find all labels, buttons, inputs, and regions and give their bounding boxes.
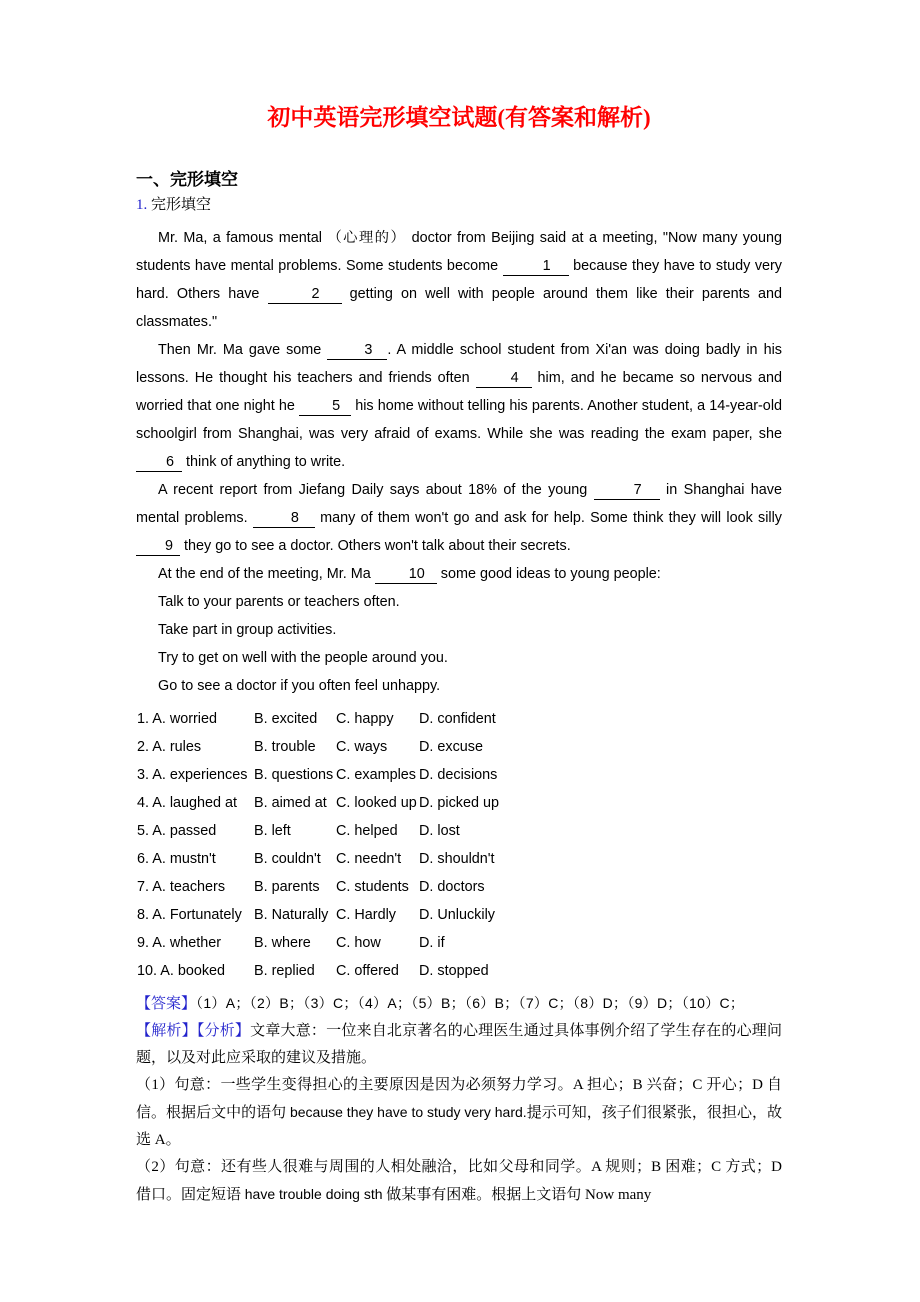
exercise-item-heading — [136, 192, 782, 216]
page-title: 初中英语完形填空试题(有答案和解析) — [267, 105, 651, 130]
advice-line: Talk to your parents or teachers often. — [158, 593, 400, 610]
passage-text: Then Mr. Ma gave some — [158, 341, 322, 358]
option-row — [136, 761, 782, 789]
passage-text: they go to see a doctor. Others won't talk about their secrets. — [184, 537, 571, 554]
passage-paragraph-3 — [136, 476, 782, 560]
option-c[interactable]: C. looked up — [336, 794, 417, 811]
option-a[interactable]: 10. A. booked — [137, 962, 226, 979]
option-a[interactable]: 6. A. mustn't — [137, 850, 216, 867]
blank-10: 10 — [375, 566, 437, 584]
option-d[interactable]: D. picked up — [419, 794, 499, 811]
option-row — [136, 705, 782, 733]
exercise-item-number: 1. — [136, 196, 148, 213]
option-b[interactable]: B. parents — [254, 878, 320, 895]
answer-analysis-block — [136, 985, 782, 1209]
option-a[interactable]: 3. A. experiences — [137, 766, 248, 783]
analysis-sub-label: 【分析】 — [196, 1022, 251, 1039]
passage-text: him, and he became so nervous and worried that one night he — [136, 369, 783, 414]
section-heading: 一、完形填空 — [136, 169, 238, 189]
blank-8: 8 — [253, 510, 315, 528]
option-d[interactable]: D. if — [419, 934, 445, 951]
analysis-item — [136, 1154, 782, 1209]
option-row — [136, 733, 782, 761]
answer-label: 【答案】 — [136, 995, 197, 1012]
advice-line: Go to see a doctor if you often feel unhappy. — [158, 677, 441, 694]
passage-text: because they have to study very hard. Others have — [136, 257, 783, 302]
option-c[interactable]: C. helped — [336, 822, 398, 839]
passage-text: doctor from Beijing said at a meeting, "Now many young students have mental problems. Some students become — [136, 229, 782, 274]
option-a[interactable]: 8. A. Fortunately — [137, 906, 242, 923]
option-d[interactable]: D. Unluckily — [419, 906, 495, 923]
answer-line — [136, 990, 782, 1018]
option-a[interactable]: 2. A. rules — [137, 738, 202, 755]
option-row — [136, 929, 782, 957]
option-d[interactable]: D. stopped — [419, 962, 489, 979]
exercise-item-label: 完形填空 — [151, 196, 212, 213]
blank-2: 2 — [268, 286, 342, 304]
option-d[interactable]: D. confident — [419, 710, 496, 727]
passage-text: many of them won't go and ask for help. Some think they will look silly — [320, 509, 783, 526]
analysis-item-suffix: 提示可知，孩子们很紧张，很担心，故选 A。 — [136, 1104, 782, 1148]
option-b[interactable]: B. aimed at — [254, 794, 327, 811]
passage-paragraph-4 — [136, 560, 782, 588]
option-b[interactable]: B. trouble — [254, 738, 316, 755]
analysis-summary-text: 文章大意：一位来自北京著名的心理医生通过具体事例介绍了学生存在的心理问题，以及对此应采取的建议及措施。 — [136, 1022, 782, 1066]
option-b[interactable]: B. excited — [254, 710, 318, 727]
analysis-item-prefix: （2）句意：还有些人很难与周围的人相处融洽，比如父母和同学。A 规则；B 困难；C 方式；D 借口。固定短语 — [136, 1158, 782, 1203]
advice-line: Take part in group activities. — [158, 621, 337, 638]
option-d[interactable]: D. excuse — [419, 738, 483, 755]
option-a[interactable]: 4. A. laughed at — [137, 794, 238, 811]
option-a[interactable]: 9. A. whether — [137, 934, 222, 951]
option-a[interactable]: 7. A. teachers — [137, 878, 226, 895]
option-row — [136, 873, 782, 901]
blank-6: 6 — [136, 454, 182, 472]
passage-paragraph-1 — [136, 216, 782, 336]
passage-text: A recent report from Jiefang Daily says about 18% of the young — [158, 481, 588, 498]
passage-text: Mr. Ma, a famous mental — [158, 229, 322, 246]
option-c[interactable]: C. offered — [336, 962, 399, 979]
option-d[interactable]: D. doctors — [419, 878, 485, 895]
option-d[interactable]: D. lost — [419, 822, 460, 839]
advice-line: Try to get on well with the people around you. — [158, 649, 448, 666]
option-c[interactable]: C. how — [336, 934, 381, 951]
blank-3: 3 — [327, 342, 387, 360]
passage-text: his home without telling his parents. Another student, a 14-year-old schoolgirl from Shanghai, was very afraid of exams. While she was reading the exam paper, she — [136, 397, 783, 442]
blank-1: 1 — [503, 258, 569, 276]
analysis-summary — [136, 1018, 782, 1072]
analysis-item-prefix: （1）句意：一些学生变得担心的主要原因是因为必须努力学习。A 担心；B 兴奋；C 开心；D 自信。根据后文中的语句 — [136, 1076, 782, 1121]
passage-text: . A middle school student from Xi'an was doing badly in his lessons. He thought his teachers and friends often — [136, 341, 782, 386]
blank-4: 4 — [476, 370, 532, 388]
option-c[interactable]: C. students — [336, 878, 409, 895]
option-row — [136, 845, 782, 873]
chinese-gloss: （心理的） — [327, 229, 407, 246]
option-c[interactable]: C. examples — [336, 766, 416, 783]
option-a[interactable]: 5. A. passed — [137, 822, 217, 839]
option-c[interactable]: C. Hardly — [336, 906, 396, 923]
option-c[interactable]: C. happy — [336, 710, 394, 727]
document-content — [136, 0, 782, 1209]
option-row — [136, 817, 782, 845]
option-c[interactable]: C. needn't — [336, 850, 402, 867]
option-b[interactable]: B. questions — [254, 766, 334, 783]
option-c[interactable]: C. ways — [336, 738, 388, 755]
blank-9: 9 — [136, 538, 180, 556]
option-d[interactable]: D. decisions — [419, 766, 498, 783]
option-b[interactable]: B. left — [254, 822, 291, 839]
analysis-item — [136, 1072, 782, 1154]
blank-5: 5 — [299, 398, 351, 416]
passage-text: At the end of the meeting, Mr. Ma — [158, 565, 371, 582]
passage-paragraph-2 — [136, 336, 782, 476]
analysis-item-suffix: 做某事有困难。根据上文语句 Now many — [382, 1186, 652, 1203]
analysis-label: 【解析】 — [136, 1022, 197, 1039]
option-b[interactable]: B. couldn't — [254, 850, 321, 867]
analysis-item-english: have trouble doing sth — [244, 1185, 383, 1202]
option-row — [136, 957, 782, 985]
passage-text: some good ideas to young people: — [440, 565, 661, 582]
options-list — [136, 700, 782, 985]
option-row — [136, 789, 782, 817]
option-b[interactable]: B. Naturally — [254, 906, 329, 923]
option-b[interactable]: B. where — [254, 934, 311, 951]
option-b[interactable]: B. replied — [254, 962, 315, 979]
passage-text: in Shanghai have mental problems. — [136, 481, 782, 526]
passage-text: think of anything to write. — [186, 453, 346, 470]
answer-values: （1）A；（2）B；（3）C；（4）A；（5）B；（6）B；（7）C；（8）D；（9）D；（10）C； — [196, 994, 745, 1011]
option-a[interactable]: 1. A. worried — [137, 710, 218, 727]
option-row — [136, 901, 782, 929]
analysis-item-english: because they have to study very hard. — [289, 1103, 527, 1120]
option-d[interactable]: D. shouldn't — [419, 850, 495, 867]
passage-text: getting on well with people around them like their parents and classmates." — [136, 285, 782, 330]
blank-7: 7 — [594, 482, 660, 500]
